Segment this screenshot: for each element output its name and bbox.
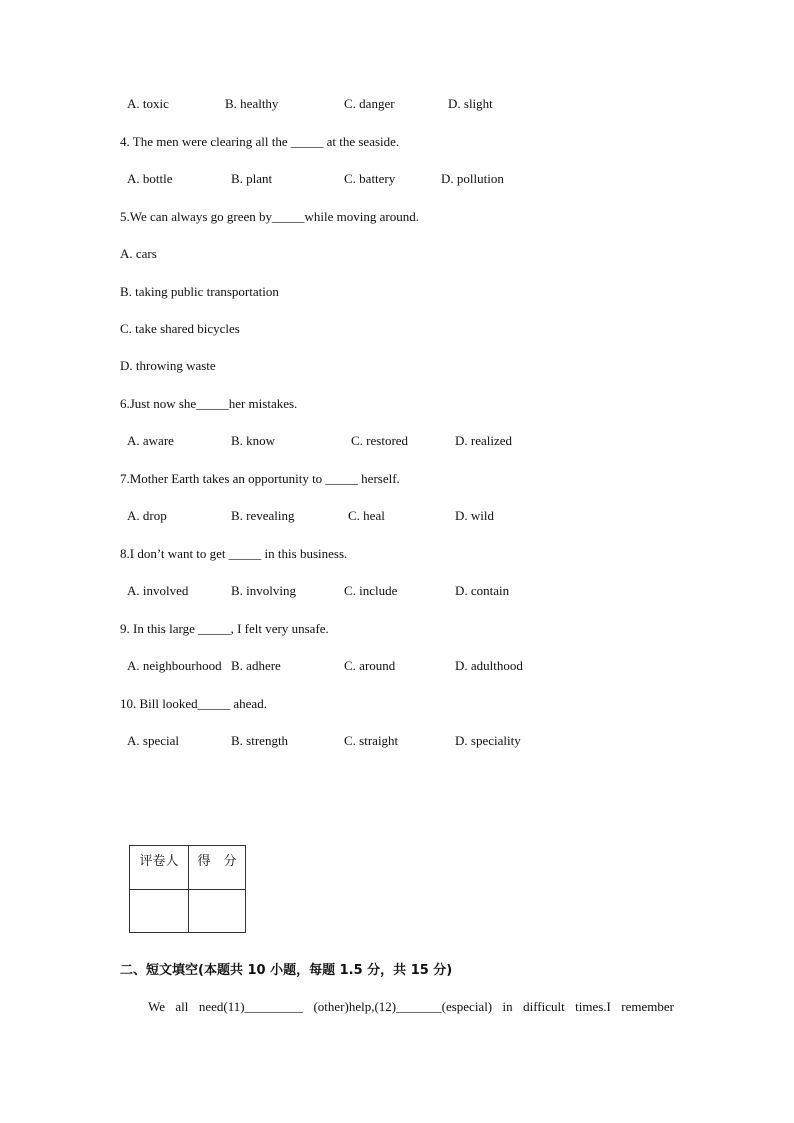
q5-option-d: D. throwing waste: [120, 358, 216, 373]
q7-option-b: B. revealing: [231, 508, 295, 523]
q10-option-c: C. straight: [344, 733, 399, 748]
q9-option-b: B. adhere: [231, 658, 281, 673]
q9-option-a: A. neighbourhood: [127, 658, 222, 673]
score-label-cell: [189, 846, 246, 890]
q5-option-c: C. take shared bicycles: [120, 321, 240, 336]
q10-stem: 10. Bill looked_____ ahead.: [120, 696, 267, 711]
q9-stem: 9. In this large _____, I felt very unsafe.: [120, 621, 329, 636]
passage-text: We all need(11)_________ (other)help,(12)_______(especial) in difficult times.I remember: [148, 999, 674, 1014]
q8-option-b: B. involving: [231, 583, 297, 598]
q4-option-a: A. bottle: [127, 171, 173, 186]
q10-option-a: A. special: [127, 733, 179, 748]
q6-option-d: D. realized: [455, 433, 513, 448]
score-entry-cell[interactable]: [189, 890, 246, 933]
q4-stem: 4. The men were clearing all the _____ at the seaside.: [120, 134, 400, 149]
grader-label-cell: [130, 846, 189, 890]
q6-option-c: C. restored: [351, 433, 409, 448]
q10-option-d: D. speciality: [455, 733, 521, 748]
q3-option-a: A. toxic: [127, 96, 169, 111]
q3-option-d: D. slight: [448, 96, 493, 111]
q9-option-c: C. around: [344, 658, 396, 673]
q7-option-c: C. heal: [348, 508, 385, 523]
q8-option-c: C. include: [344, 583, 398, 598]
q8-stem: 8.I don’t want to get _____ in this business.: [120, 546, 348, 561]
q8-option-a: A. involved: [127, 583, 189, 598]
section-2-heading: 二、短文填空(本题共 10 小题，每题 1.5 分，共 15 分): [120, 963, 453, 978]
q3-option-c: C. danger: [344, 96, 395, 111]
q8-option-d: D. contain: [455, 583, 510, 598]
grader-entry-cell[interactable]: [130, 890, 189, 933]
q5-option-b: B. taking public transportation: [120, 284, 279, 299]
score-label: 得 分: [197, 854, 237, 869]
q6-stem: 6.Just now she_____her mistakes.: [120, 396, 298, 411]
grader-label: 评卷人: [139, 854, 179, 869]
q4-option-d: D. pollution: [441, 171, 504, 186]
q10-option-b: B. strength: [231, 733, 289, 748]
q4-option-b: B. plant: [231, 171, 273, 186]
q4-option-c: C. battery: [344, 171, 396, 186]
q3-option-b: B. healthy: [225, 96, 279, 111]
score-table: [129, 845, 246, 933]
q7-stem: 7.Mother Earth takes an opportunity to _____ herself.: [120, 471, 400, 486]
q5-stem: 5.We can always go green by_____while moving around.: [120, 209, 419, 224]
q7-option-a: A. drop: [127, 508, 167, 523]
q7-option-d: D. wild: [455, 508, 494, 523]
q6-option-b: B. know: [231, 433, 276, 448]
q6-option-a: A. aware: [127, 433, 174, 448]
q5-option-a: A. cars: [120, 246, 157, 261]
q9-option-d: D. adulthood: [455, 658, 523, 673]
